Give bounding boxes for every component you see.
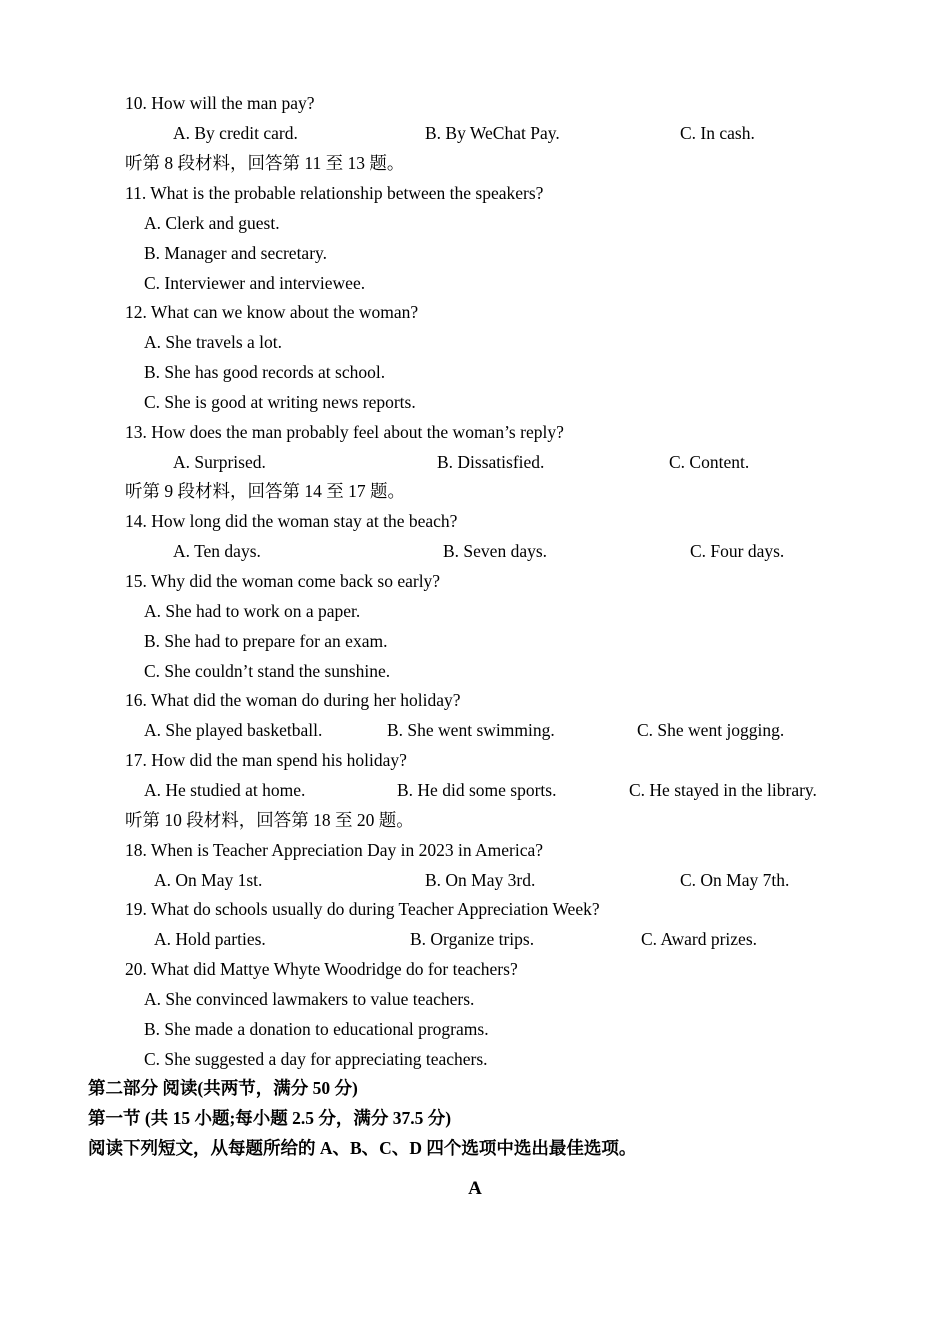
question-11-option-a: A. Clerk and guest.	[144, 213, 280, 233]
question-15-option-b: B. She had to prepare for an exam.	[144, 631, 388, 651]
question-17-option-a: A. He studied at home.	[144, 780, 306, 800]
section-header-9: 听第 9 段材料，回答第 14 至 17 题。	[125, 481, 405, 501]
question-18-option-b: B. On May 3rd.	[425, 870, 536, 890]
question-17-stem: 17. How did the man spend his holiday?	[125, 750, 407, 770]
question-13-option-c: C. Content.	[669, 452, 750, 472]
question-13-option-b: B. Dissatisfied.	[437, 452, 545, 472]
question-10-option-c: C. In cash.	[680, 123, 755, 143]
question-20-option-a: A. She convinced lawmakers to value teachers.	[144, 989, 475, 1009]
question-16-option-c: C. She went jogging.	[637, 720, 785, 740]
question-11-stem: 11. What is the probable relationship between the speakers?	[125, 183, 544, 203]
question-10-option-b: B. By WeChat Pay.	[425, 123, 560, 143]
question-13-stem: 13. How does the man probably feel about the woman’s reply?	[125, 422, 564, 442]
passage-label: A	[468, 1178, 482, 1199]
question-12-stem: 12. What can we know about the woman?	[125, 302, 419, 322]
question-13-option-a: A. Surprised.	[173, 452, 266, 472]
question-18-stem: 18. When is Teacher Appreciation Day in 2023 in America?	[125, 840, 544, 860]
part2-instruction: 阅读下列短文，从每题所给的 A、B、C、D 四个选项中选出最佳选项。	[88, 1138, 637, 1158]
section-header-8: 听第 8 段材料，回答第 11 至 13 题。	[125, 153, 405, 173]
question-19-option-b: B. Organize trips.	[410, 929, 535, 949]
question-10-stem: 10. How will the man pay?	[125, 93, 315, 113]
question-12-option-a: A. She travels a lot.	[144, 332, 283, 352]
question-16-stem: 16. What did the woman do during her holiday?	[125, 690, 461, 710]
question-14-stem: 14. How long did the woman stay at the beach?	[125, 511, 458, 531]
question-12-option-b: B. She has good records at school.	[144, 362, 386, 382]
question-12-option-c: C. She is good at writing news reports.	[144, 392, 416, 412]
question-14-option-c: C. Four days.	[690, 541, 785, 561]
question-14-option-a: A. Ten days.	[173, 541, 261, 561]
question-16-option-b: B. She went swimming.	[387, 720, 555, 740]
part2-title: 第二部分 阅读(共两节，满分 50 分)	[88, 1078, 358, 1098]
question-18-option-c: C. On May 7th.	[680, 870, 790, 890]
question-17-option-b: B. He did some sports.	[397, 780, 557, 800]
question-17-option-c: C. He stayed in the library.	[629, 780, 817, 800]
question-15-option-c: C. She couldn’t stand the sunshine.	[144, 661, 391, 681]
question-16-option-a: A. She played basketball.	[144, 720, 323, 740]
question-20-option-b: B. She made a donation to educational programs.	[144, 1019, 489, 1039]
question-20-stem: 20. What did Mattye Whyte Woodridge do for teachers?	[125, 959, 518, 979]
question-11-option-c: C. Interviewer and interviewee.	[144, 273, 366, 293]
question-10-option-a: A. By credit card.	[173, 123, 298, 143]
question-14-option-b: B. Seven days.	[443, 541, 548, 561]
question-19-option-c: C. Award prizes.	[641, 929, 758, 949]
question-18-option-a: A. On May 1st.	[154, 870, 263, 890]
part2-section1-header: 第一节 (共 15 小题;每小题 2.5 分，满分 37.5 分)	[88, 1108, 452, 1128]
question-15-stem: 15. Why did the woman come back so early?	[125, 571, 441, 591]
section-header-10: 听第 10 段材料，回答第 18 至 20 题。	[125, 810, 414, 830]
question-20-option-c: C. She suggested a day for appreciating teachers.	[144, 1049, 488, 1069]
question-19-option-a: A. Hold parties.	[154, 929, 266, 949]
question-15-option-a: A. She had to work on a paper.	[144, 601, 361, 621]
question-11-option-b: B. Manager and secretary.	[144, 243, 328, 263]
question-19-stem: 19. What do schools usually do during Teacher Appreciation Week?	[125, 899, 600, 919]
